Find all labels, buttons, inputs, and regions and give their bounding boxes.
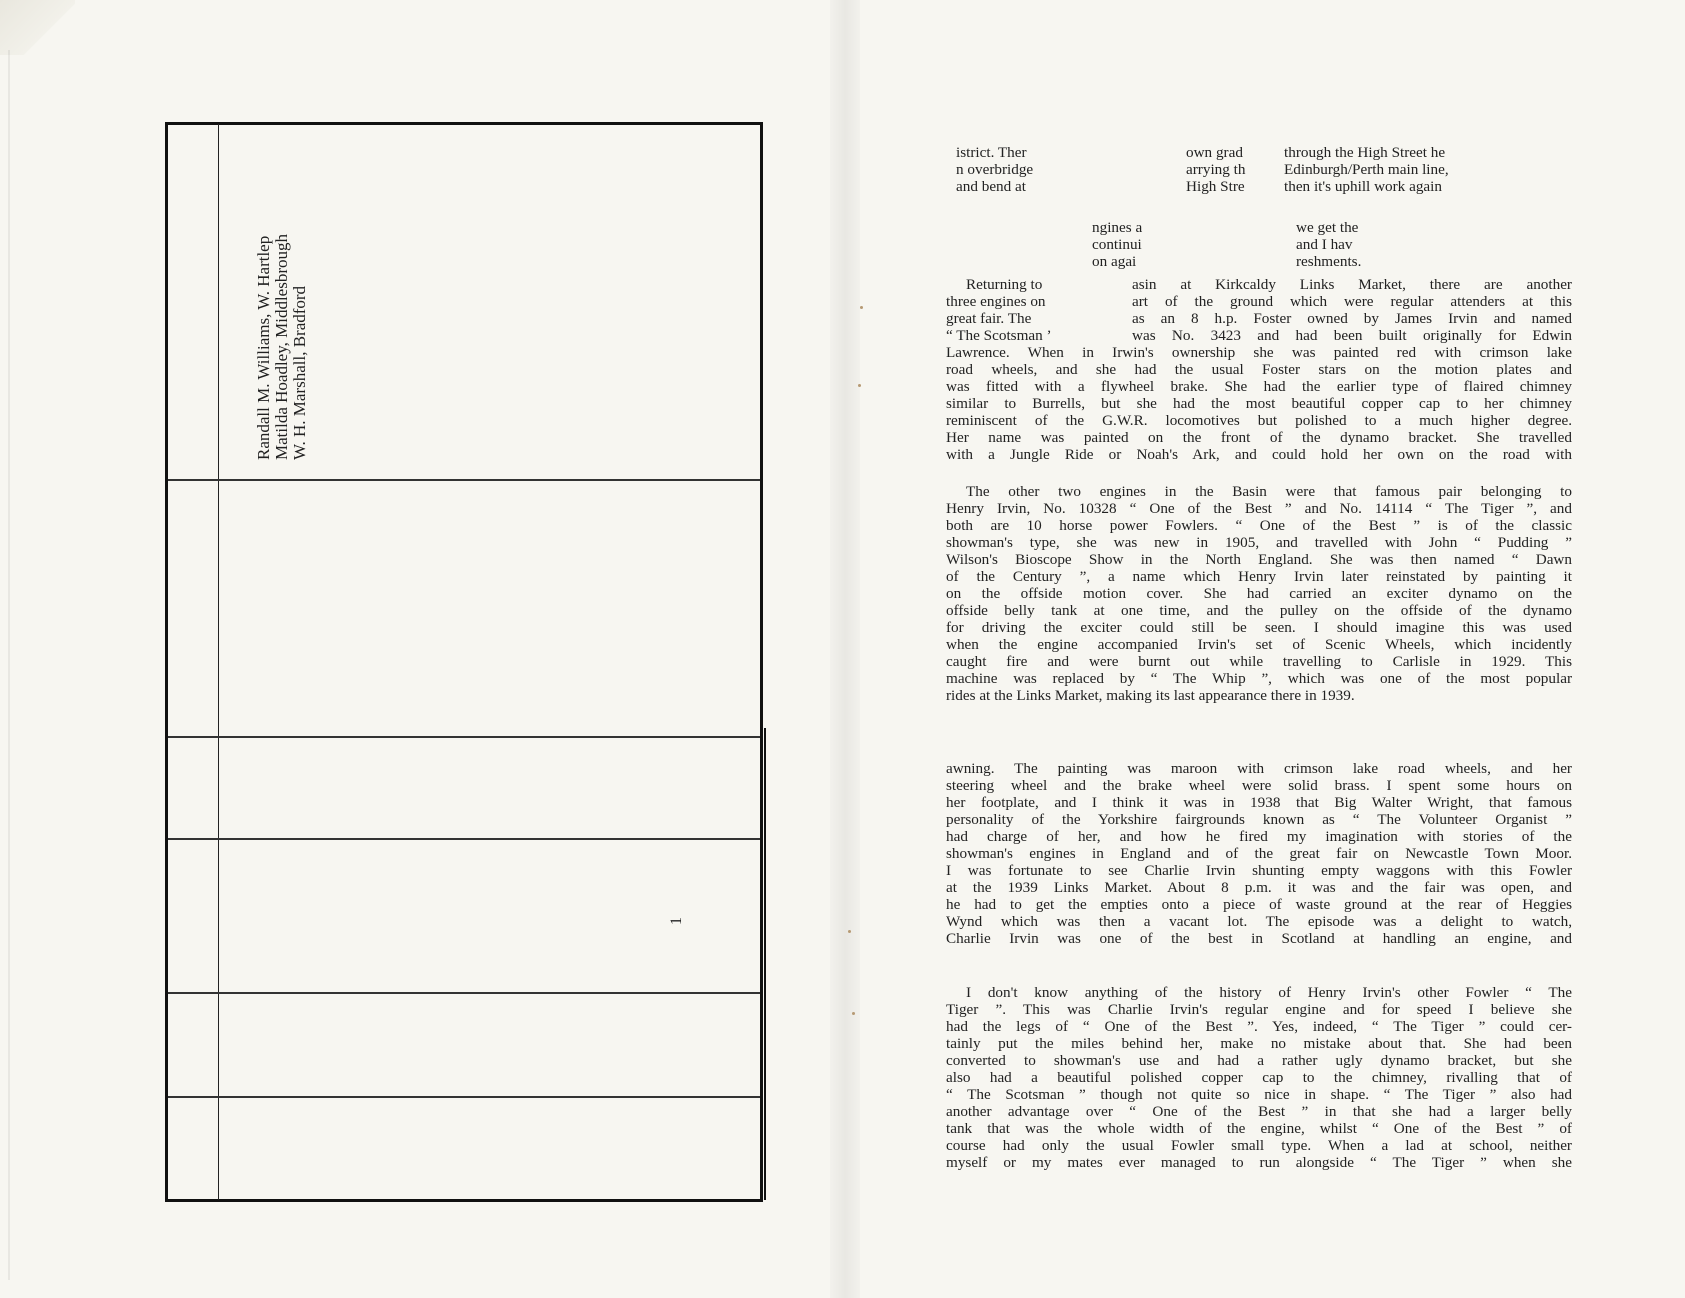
table-column-divider [218,124,219,1200]
text-line: own grad [1186,144,1243,161]
text-line: I don't know anything of the history of Henry Irvin's other Fowler “ The [966,984,1572,1001]
text-line: Her name was painted on the front of the dynamo bracket. She travelled [946,429,1572,446]
text-line: I was fortunate to see Charlie Irvin shunting empty waggons with this Fowler [946,862,1572,879]
text-line: asin at Kirkcaldy Links Market, there are another [1132,276,1572,293]
paper-speck [860,306,863,309]
text-fragment-column [1284,144,1449,195]
text-line: steering wheel and the brake wheel were solid brass. I spent some hours on [946,777,1572,794]
paper-speck [848,930,851,933]
name-entry: Matilda Hoadley, Middlesbrough [272,234,291,460]
text-line: showman's type, she was new in 1905, and travelled with John “ Pudding ” [946,534,1572,551]
text-line: similar to Burrells, but she had the most beautiful copper cap to her chimney [946,395,1572,412]
paragraph [946,483,1572,704]
book-gutter [830,0,860,1298]
text-line: for driving the exciter could still be seen. I should imagine this was used [946,619,1572,636]
text-line: converted to showman's use and had a rather ugly dynamo bracket, but she [946,1052,1572,1069]
table-rule [168,736,760,738]
text-line: was fitted with a flywheel brake. She had the earlier type of flaired chimney [946,378,1572,395]
page-edge [8,50,10,1280]
text-line: through the High Street he [1284,144,1446,161]
text-line: High Stre [1186,178,1245,195]
text-line: both are 10 horse power Fowlers. “ One of the Best ” is of the classic [946,517,1572,534]
table-rule [168,1096,760,1098]
name-entry: W. H. Marshall, Bradford [290,285,309,460]
text-line: then it's uphill work again [1284,178,1442,195]
paragraph [946,760,1572,947]
table-double-rule [764,728,766,1200]
text-line: istrict. Ther [956,144,1027,161]
text-line: Returning to [966,276,1043,293]
text-line: tainly put the miles behind her, make no mistake about that. She had been [946,1035,1572,1052]
text-fragment-column [1186,144,1245,195]
table-rule [168,838,760,840]
text-line: reshments. [1296,253,1362,270]
text-line: was No. 3423 and had been built originally for Edwin [1132,327,1572,344]
text-line: as an 8 h.p. Foster owned by James Irvin and named [1132,310,1572,327]
text-line: at the 1939 Links Market. About 8 p.m. it was and the fair was open, and [946,879,1572,896]
text-line: on agai [1092,253,1137,270]
text-line: her footplate, and I think it was in 1938 that Big Walter Wright, that famous [946,794,1572,811]
paper-speck [852,1012,855,1015]
page-corner-curl [0,0,75,55]
text-line: three engines on [946,293,1046,310]
paper-speck [858,384,861,387]
text-line: arrying th [1186,161,1246,178]
text-fragment-column [956,144,1033,195]
text-line: showman's engines in England and of the great fair on Newcastle Town Moor. [946,845,1572,862]
text-line: n overbridge [956,161,1034,178]
text-line: course had only the usual Fowler small type. When a lad at school, neither [946,1137,1572,1154]
text-line: reminiscent of the G.W.R. locomotives but polished to a much higher degree. [946,412,1572,429]
text-line: we get the [1296,219,1359,236]
text-line: and bend at [956,178,1027,195]
text-line: when the engine accompanied Irvin's set of Scenic Wheels, which incidently [946,636,1572,653]
text-line: he had to get the empties onto a piece of waste ground at the rear of Heggies [946,896,1572,913]
text-fragment-column [946,276,1052,344]
paragraph [946,344,1572,463]
text-line: Henry Irvin, No. 10328 “ One of the Best ” and No. 14114 “ The Tiger ”, and [946,500,1572,517]
text-line: road wheels, and she had the usual Foster stars on the motion plates and [946,361,1572,378]
text-line: tank that was the whole width of the engine, whilst “ One of the Best ” of [946,1120,1572,1137]
text-line: with a Jungle Ride or Noah's Ark, and could hold her own on the road with [946,446,1572,463]
text-line: personality of the Yorkshire fairgrounds known as “ The Volunteer Organist ” [946,811,1572,828]
text-line: Wynd which was then a vacant lot. The episode was a delight to watch, [946,913,1572,930]
text-fragment-column [1296,219,1361,270]
paragraph [946,984,1572,1171]
text-line: myself or my mates ever managed to run alongside “ The Tiger ” when she [946,1154,1572,1171]
text-line: another advantage over “ One of the Best ” in that she had a larger belly [946,1103,1572,1120]
text-line: awning. The painting was maroon with crimson lake road wheels, and her [946,760,1572,777]
table-rule [168,479,760,481]
paragraph [1132,276,1572,344]
text-line: on the offside motion cover. She had carried an exciter dynamo on the [946,585,1572,602]
table-rule [168,992,760,994]
text-line: offside belly tank at one time, and the pulley on the offside of the dynamo [946,602,1572,619]
rotated-name-list [255,234,309,460]
text-line: had the legs of “ One of the Best ”. Yes, indeed, “ The Tiger ” could cer- [946,1018,1572,1035]
text-line: of the Century ”, a name which Henry Irvin later reinstated by painting it [946,568,1572,585]
text-line: caught fire and were burnt out while travelling to Carlisle in 1929. This [946,653,1572,670]
text-line: Lawrence. When in Irwin's ownership she was painted red with crimson lake [946,344,1572,361]
text-line: Wilson's Bioscope Show in the North England. She was then named “ Dawn [946,551,1572,568]
text-line: and I hav [1296,236,1353,253]
text-line: machine was replaced by “ The Whip ”, which was one of the most popular [946,670,1572,687]
text-line: Charlie Irvin was one of the best in Scotland at handling an engine, and [946,930,1572,947]
page-number: 1 [668,917,685,925]
text-line: continui [1092,236,1142,253]
text-line: The other two engines in the Basin were that famous pair belonging to [966,483,1572,500]
text-line: “ The Scotsman ’ [946,327,1052,344]
text-fragment-column [1092,219,1142,270]
text-line: also had a beautiful polished copper cap to the chimney, rivalling that of [946,1069,1572,1086]
name-entry: Randall M. Williams, W. Hartlep [254,235,273,460]
text-line: rides at the Links Market, making its last appearance there in 1939. [946,687,1355,704]
text-line: Edinburgh/Perth main line, [1284,161,1449,178]
text-line: art of the ground which were regular attenders at this [1132,293,1572,310]
text-line: ngines a [1092,219,1143,236]
text-line: “ The Scotsman ” though not quite so nice in shape. “ The Tiger ” also had [946,1086,1572,1103]
text-line: Tiger ”. This was Charlie Irvin's regular engine and for speed I believe she [946,1001,1572,1018]
text-line: had charge of her, and how he fired my imagination with stories of the [946,828,1572,845]
text-line: great fair. The [946,310,1032,327]
